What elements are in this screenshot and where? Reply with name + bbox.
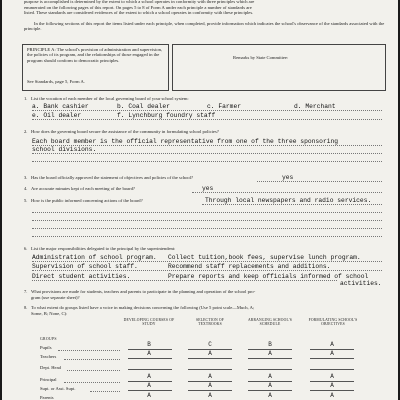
row-supt-rule-3 [248, 390, 292, 391]
remarks-label: Remarks by State Committee: [233, 55, 289, 60]
q1-vocation-b: b. Coal dealer [117, 103, 170, 110]
cell-teachers-textbooks: A [208, 350, 212, 357]
cell-supt-objectives: A [330, 382, 334, 389]
cell-parents-courses: A [147, 392, 151, 399]
q1-line-2 [32, 119, 382, 120]
q7-text-2: gram (use separate sheet)? [31, 294, 80, 300]
q5-number: 5. [24, 198, 28, 203]
row-dept-head-rule-2 [188, 369, 232, 370]
row-dept-head-rule-4 [310, 369, 354, 370]
cell-parents-schedule: A [268, 392, 272, 399]
cell-pupils-objectives: A [330, 341, 334, 348]
row-supt-rule-2 [188, 390, 232, 391]
q6-line-1 [32, 261, 382, 262]
group-dept-head: Dept. Head [40, 365, 61, 370]
q3-number: 3. [24, 175, 28, 180]
q6-text: List the major responsibilities delegated to the principal by the superintendent: [31, 246, 176, 251]
col-header-courses: DEVELOPING COURSES OF STUDY [123, 318, 175, 327]
group-supt: Supt. or Asst. Supt. [40, 386, 76, 391]
q5-text: How is the public informed concerning actions of the board? [31, 198, 143, 203]
q1-vocation-d: d. Merchant [294, 103, 336, 110]
q5-line-3 [32, 220, 382, 221]
principle-box [22, 44, 169, 91]
q2-line-1 [32, 145, 382, 146]
q7-number: 7. [24, 289, 28, 294]
col-header-objectives: FORMULATING SCHOOL'S OBJECTIVES [308, 318, 358, 327]
cell-principal-textbooks: A [208, 373, 212, 380]
row-teachers-rule-4 [310, 358, 354, 359]
cell-parents-textbooks: A [208, 392, 212, 399]
cell-teachers-objectives: A [330, 350, 334, 357]
q4-answer: yes [202, 185, 214, 192]
q8-text-2: Some, B; None, C): [31, 310, 68, 316]
q5-answer: Through local newspapers and radio services. [205, 197, 372, 204]
q6-right-2: Recommend staff replacements and additions. [168, 263, 331, 270]
intro-line-2: enumerated on the following pages of this report. On pages 5 to 8 of Form A under each principle a number of standards are [24, 4, 252, 10]
q6-left-3: Direct student activities. [32, 273, 131, 280]
row-principal-leader [64, 382, 120, 383]
q1-line-1 [32, 110, 382, 111]
principle-reference: See Standards, page 5, Form A. [27, 79, 85, 84]
q1-vocation-a: a. Bank cashier [32, 103, 89, 110]
q6-number: 6. [24, 246, 28, 251]
row-dept-head-rule-3 [248, 369, 292, 370]
q6-left-1: Administration of school program. [32, 254, 157, 261]
q6-right-4: activities. [340, 280, 382, 287]
q1-vocation-c: c. Farmer [207, 103, 242, 110]
q1-number: 1. [24, 96, 28, 101]
row-teachers-rule-3 [248, 358, 292, 359]
row-supt-leader [90, 391, 120, 392]
q6-right-3: Prepare reports and keep officials informed of school [168, 273, 369, 280]
col-header-schedule: ARRANGING SCHOOL'S SCHEDULE [247, 318, 293, 327]
cell-principal-schedule: A [268, 373, 272, 380]
q5-line-4 [32, 228, 382, 229]
q3-answer: yes [282, 174, 294, 181]
q6-line-2 [32, 270, 382, 271]
intro-line-1: purpose is accomplished is determined by the extent to which a school operates in conformity with three principles which are [24, 0, 255, 4]
q2-answer-2: school divisions. [32, 146, 97, 153]
cell-pupils-courses: B [147, 341, 151, 348]
cell-supt-textbooks: A [208, 382, 212, 389]
row-pupils-leader [58, 350, 120, 351]
q6-right-1: Collect tuition,book fees, supervise lunch program. [168, 254, 361, 261]
principle-text: PRINCIPLE A: The school's provision of administration and supervision, the policies of its program, and the relationships of those engaged in the program should conform to democratic principles. [27, 47, 163, 63]
cell-supt-schedule: A [268, 382, 272, 389]
intro-line-3: listed. These standards are considered evidences of the extent to which a school operates in conformity with these principles. [24, 10, 254, 16]
q2-line-2 [32, 153, 382, 154]
groups-label: GROUPS [40, 337, 57, 341]
cell-supt-courses: A [147, 382, 151, 389]
cell-pupils-textbooks: C [208, 341, 212, 348]
row-dept-head-rule-1 [128, 369, 172, 370]
q2-text: How does the governing board secure the assistance of the community in formulating school policies? [31, 129, 219, 134]
q5-line-5 [32, 236, 382, 237]
q2-line-3 [32, 161, 382, 162]
row-supt-rule-4 [310, 390, 354, 391]
row-teachers-leader [64, 359, 120, 360]
q5-line-2 [32, 212, 382, 213]
group-parents: Parents [40, 395, 54, 400]
cell-teachers-schedule: A [268, 350, 272, 357]
q8-text-1: To what extent do groups listed have a voice in making decisions concerning the following (Use 5 point scale—Much, A; [31, 305, 255, 310]
q2-answer-1: Each board member is the official representative from one of the three sponsoring [32, 138, 339, 145]
cell-pupils-schedule: B [268, 341, 272, 348]
q4-text: Are accurate minutes kept of each meeting of the board? [31, 186, 135, 191]
q3-text: Has the board officially approved the statement of objectives and policies of the school? [31, 175, 194, 180]
q7-text-1: What provisions are made for students, teachers and parents to participate in the planning and operation of the school pro- [31, 289, 256, 294]
q3-line [257, 181, 382, 182]
intro-paragraph: In the following sections of this report the items listed under each principle, when completed, provide information which indicates the school's observance of the standards associated with the principle. [24, 21, 385, 32]
q6-left-2: Supervision of school staff. [32, 263, 138, 270]
q1-vocation-e: e. Oil dealer [32, 112, 82, 119]
q2-number: 2. [24, 129, 28, 134]
q4-line [192, 192, 382, 193]
col-header-textbooks: SELECTION OF TEXTBOOKS [195, 318, 225, 327]
cell-principal-objectives: A [330, 373, 334, 380]
row-teachers-rule-2 [188, 358, 232, 359]
q1-text: List the vocation of each member of the local governing board of your school system: [31, 96, 189, 101]
q8-number: 8. [24, 305, 28, 310]
row-teachers-rule-1 [128, 358, 172, 359]
cell-teachers-courses: A [147, 350, 151, 357]
q4-number: 4. [24, 186, 28, 191]
cell-principal-courses: A [147, 373, 151, 380]
row-supt-rule-1 [128, 390, 172, 391]
cell-parents-objectives: A [330, 392, 334, 399]
remarks-box [172, 44, 386, 91]
row-dept-head-leader [67, 370, 120, 371]
group-pupils: Pupils [40, 345, 52, 350]
q1-vocation-f: f. Lynchburg foundry staff [117, 112, 216, 119]
group-principal: Principal [40, 377, 57, 382]
q5-line-1 [202, 204, 382, 205]
q6-line-3 [32, 280, 337, 281]
document-page [2, 0, 398, 400]
group-teachers: Teachers [40, 354, 57, 359]
